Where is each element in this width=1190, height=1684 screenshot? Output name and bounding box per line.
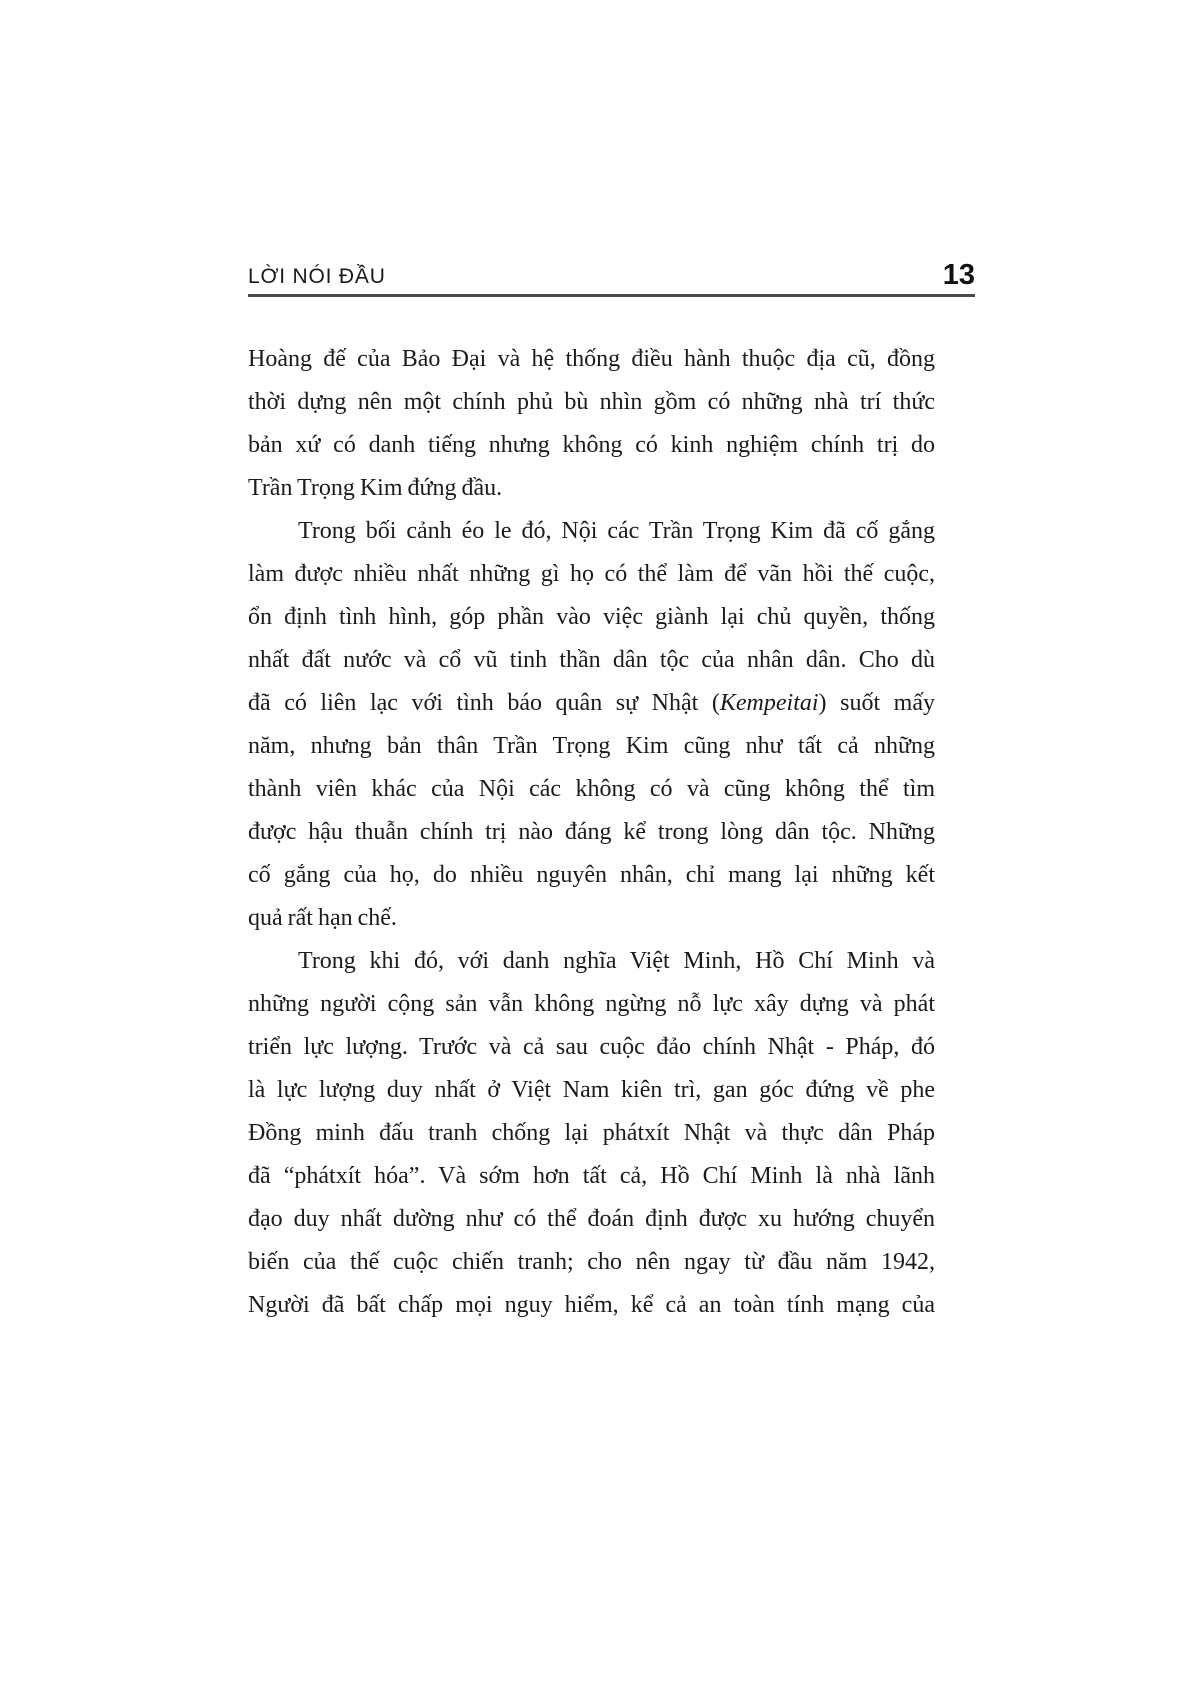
text-line xyxy=(248,338,935,381)
text-segment: Hoàng đế của Bảo Đại và hệ thống điều hành thuộc địa cũ, đồng xyxy=(248,346,935,372)
text-line xyxy=(248,897,935,940)
text-line xyxy=(248,1112,935,1155)
text-segment: cố gắng của họ, do nhiều nguyên nhân, chỉ mang lại những kết xyxy=(248,862,935,888)
page-number: 13 xyxy=(942,259,975,291)
running-header-title: LỜI NÓI ĐẦU xyxy=(248,265,386,288)
text-segment: đạo duy nhất dường như có thể đoán định được xu hướng chuyển xyxy=(248,1206,935,1232)
text-segment: là lực lượng duy nhất ở Việt Nam kiên trì, gan góc đứng về phe xyxy=(248,1077,935,1103)
text-segment: nhất đất nước và cổ vũ tinh thần dân tộc của nhân dân. Cho dù xyxy=(248,647,935,673)
text-line xyxy=(248,854,935,897)
text-segment: Trong bối cảnh éo le đó, Nội các Trần Trọng Kim đã cố gắng xyxy=(298,518,935,544)
text-segment: ổn định tình hình, góp phần vào việc giành lại chủ quyền, thống xyxy=(248,604,935,630)
text-segment: quả rất hạn chế. xyxy=(248,905,397,931)
text-line xyxy=(248,467,935,510)
text-line xyxy=(248,424,935,467)
text-line xyxy=(248,983,935,1026)
text-segment: năm, nhưng bản thân Trần Trọng Kim cũng như tất cả những xyxy=(248,733,935,759)
text-line xyxy=(248,639,935,682)
text-line xyxy=(248,1241,935,1284)
italic-text-segment: Kempeitai xyxy=(719,690,819,716)
text-segment: đã “phátxít hóa”. Và sớm hơn tất cả, Hồ Chí Minh là nhà lãnh xyxy=(248,1163,935,1189)
text-line xyxy=(248,1284,935,1327)
text-segment: đã có liên lạc với tình báo quân sự Nhật ( xyxy=(248,690,720,716)
text-line xyxy=(248,553,935,596)
text-segment: Trần Trọng Kim đứng đầu. xyxy=(248,475,503,501)
text-line xyxy=(248,811,935,854)
text-segment: triển lực lượng. Trước và cả sau cuộc đảo chính Nhật - Pháp, đó xyxy=(248,1034,935,1060)
text-segment: làm được nhiều nhất những gì họ có thể làm để vãn hồi thế cuộc, xyxy=(248,561,935,587)
page-header xyxy=(248,248,975,292)
text-line xyxy=(248,940,935,983)
text-line xyxy=(248,1198,935,1241)
header-rule xyxy=(248,294,975,297)
text-segment: những người cộng sản vẫn không ngừng nỗ lực xây dựng và phát xyxy=(248,991,935,1017)
text-segment: Trong khi đó, với danh nghĩa Việt Minh, Hồ Chí Minh và xyxy=(298,948,935,974)
text-segment: thành viên khác của Nội các không có và cũng không thể tìm xyxy=(248,776,935,802)
text-segment: được hậu thuẫn chính trị nào đáng kể trong lòng dân tộc. Những xyxy=(248,819,935,845)
text-segment: ) suốt mấy xyxy=(818,690,935,716)
text-line xyxy=(248,1026,935,1069)
text-line xyxy=(248,381,935,424)
text-segment: thời dựng nên một chính phủ bù nhìn gồm có những nhà trí thức xyxy=(248,389,935,415)
text-line xyxy=(248,725,935,768)
text-line xyxy=(248,1069,935,1112)
text-line xyxy=(248,596,935,639)
text-segment: bản xứ có danh tiếng nhưng không có kinh nghiệm chính trị do xyxy=(248,432,935,458)
text-line xyxy=(248,1155,935,1198)
text-segment: biến của thế cuộc chiến tranh; cho nên ngay từ đầu năm 1942, xyxy=(248,1249,935,1275)
text-segment: Người đã bất chấp mọi nguy hiểm, kể cả an toàn tính mạng của xyxy=(248,1292,935,1318)
text-line xyxy=(248,682,935,725)
text-segment: Đồng minh đấu tranh chống lại phátxít Nhật và thực dân Pháp xyxy=(248,1120,935,1146)
body-text xyxy=(248,338,935,1327)
text-line xyxy=(248,768,935,811)
text-line xyxy=(248,510,935,553)
